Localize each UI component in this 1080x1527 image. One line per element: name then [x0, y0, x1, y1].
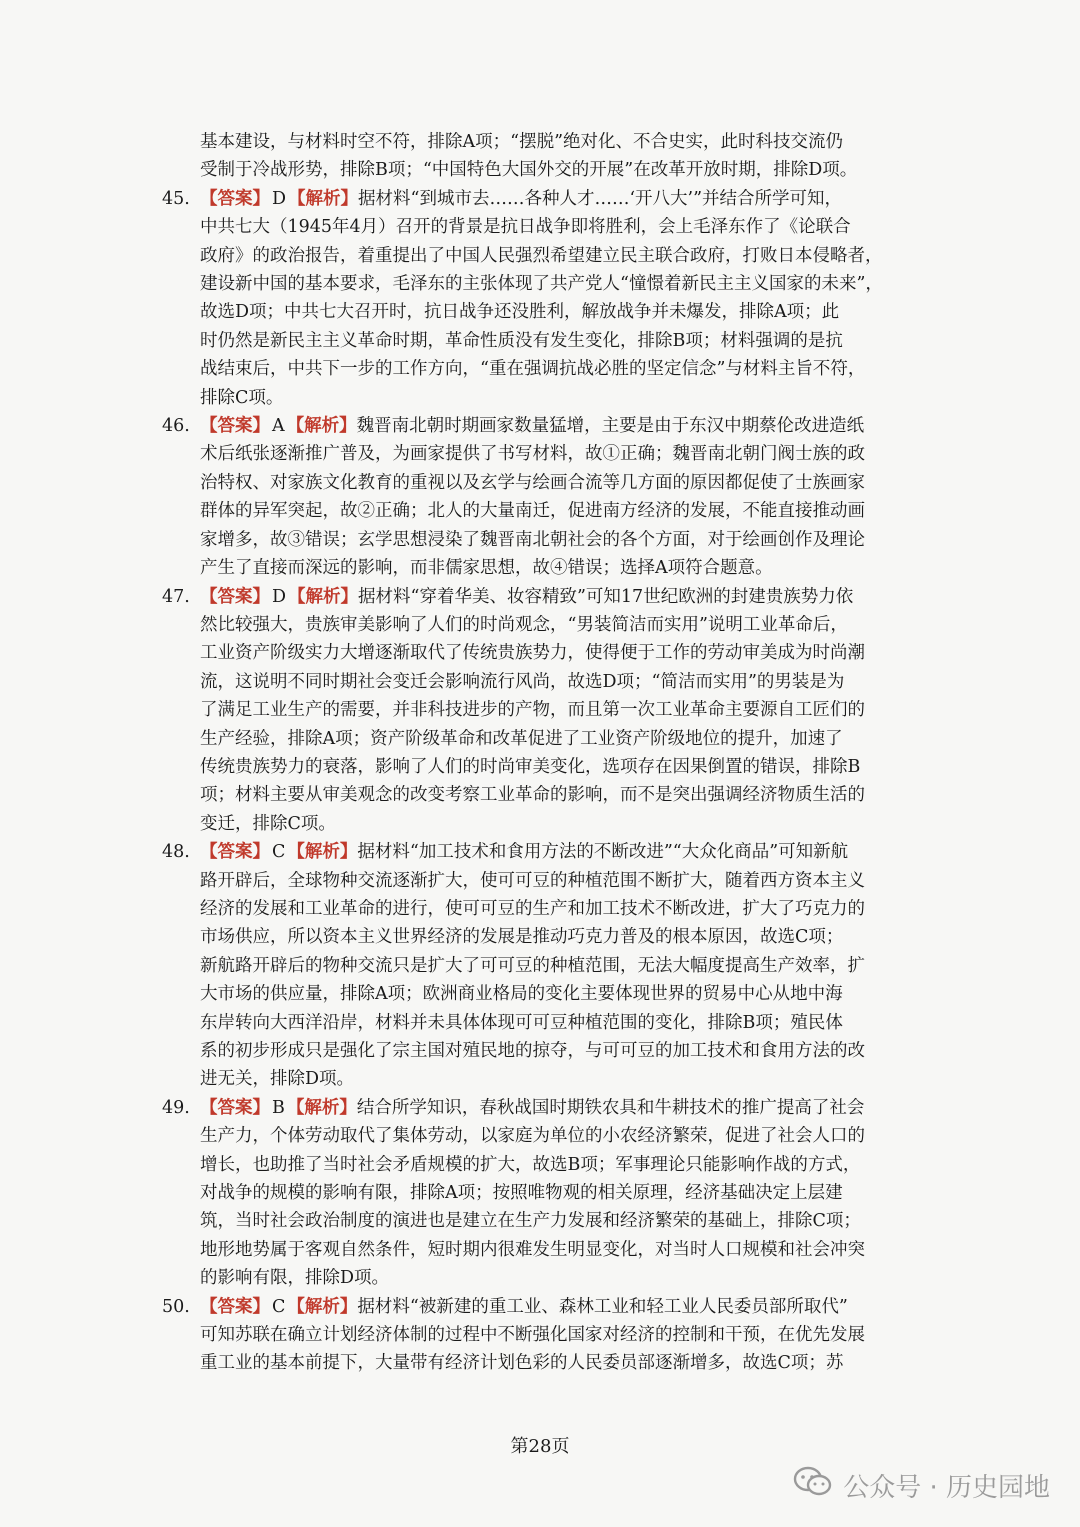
analysis-tag: 【解析】	[286, 1097, 357, 1118]
answer-item	[162, 1094, 922, 1293]
text-line: 地形地势属于客观自然条件，短时期内很难发生明显变化，对当时人口规模和社会冲突	[200, 1239, 865, 1260]
text-line: 战结束后，中共下一步的工作方向，“重在强调抗战必胜的坚定信念”与材料主旨不符，	[200, 359, 866, 380]
text-line: 变迁，排除C项。	[200, 813, 336, 834]
text-line: 基本建设，与材料时空不符，排除A项；“摆脱”绝对化、不合史实，此时科技交流仍	[200, 132, 844, 152]
answer-item	[162, 412, 922, 582]
analysis-text: 据材料“穿着华美、妆容精致”可知17世纪欧洲的封建贵族势力依	[358, 586, 854, 607]
answer-item	[162, 583, 922, 839]
answer-tag: 【答案】	[200, 1296, 270, 1317]
answer-tag: 【答案】	[200, 1097, 270, 1118]
analysis-text: 据材料“加工技术和食用方法的不断改进”“大众化商品”可知新航	[357, 842, 849, 863]
analysis-text: 据材料“被新建的重工业、森林工业和轻工业人民委员部所取代”	[357, 1296, 848, 1317]
answer-tag: 【答案】	[200, 188, 270, 209]
answer-explanations	[162, 128, 922, 1378]
text-line: 进无关，排除D项。	[200, 1069, 355, 1090]
analysis-tag: 【解析】	[287, 1296, 358, 1317]
page-number: 第28页	[510, 1436, 570, 1457]
analysis-tag: 【解析】	[288, 188, 359, 209]
text-line: 产生了直接而深远的影响，而非儒家思想，故④错误；选择A项符合题意。	[200, 558, 773, 579]
text-line: 政府》的政治报告，着重提出了中国人民强烈希望建立民主联合政府，打败日本侵略者，	[200, 245, 883, 266]
text-line: 系的初步形成只是强化了宗主国对殖民地的掠夺，与可可豆的加工技术和食用方法的改	[200, 1041, 865, 1061]
analysis-tag: 【解析】	[287, 842, 358, 863]
answer-item	[162, 1293, 922, 1378]
question-number: 47.	[162, 586, 190, 607]
text-line: 大市场的供应量，排除A项；欧洲商业格局的变化主要体现世界的贸易中心从地中海	[200, 984, 843, 1005]
text-line: 重工业的基本前提下，大量带有经济计划色彩的人民委员部逐渐增多，故选C项；苏	[200, 1353, 844, 1374]
text-line: 东岸转向大西洋沿岸，材料并未具体体现可可豆种植范围的变化，排除B项；殖民体	[200, 1012, 843, 1033]
text-line: 项；材料主要从审美观念的改变考察工业革命的影响，而不是突出强调经济物质生活的	[200, 785, 865, 806]
question-number: 45.	[162, 188, 190, 209]
text-line: 增长，也助推了当时社会矛盾规模的扩大，故选B项；军事理论只能影响作战的方式，	[200, 1154, 861, 1175]
analysis-tag: 【解析】	[286, 416, 357, 437]
text-line: 筑，当时社会政治制度的演进也是建立在生产力发展和经济繁荣的基础上，排除C项；	[200, 1211, 861, 1232]
answer-letter: C	[272, 842, 286, 863]
answer-item	[162, 185, 922, 412]
text-line: 生产经验，排除A项；资产阶级革命和改革促进了工业资产阶级地位的提升，加速了	[200, 728, 843, 749]
answer-tag: 【答案】	[200, 842, 270, 863]
text-line	[200, 412, 922, 440]
watermark	[793, 1463, 1050, 1507]
answer-tag: 【答案】	[200, 586, 270, 607]
analysis-text: 魏晋南北朝时期画家数量猛增，主要是由于东汉中期蔡伦改进造纸	[356, 416, 865, 437]
text-line: 经济的发展和工业革命的进行，使可可豆的生产和加工技术不断改进，扩大了巧克力的	[200, 898, 865, 919]
intro-block	[162, 128, 922, 185]
analysis-text: 结合所学知识，春秋战国时期铁农具和牛耕技术的推广提高了社会	[356, 1097, 865, 1118]
text-line: 排除C项。	[200, 387, 284, 408]
text-line: 中共七大（1945年4月）召开的背景是抗日战争即将胜利，会上毛泽东作了《论联合	[200, 217, 851, 238]
question-number: 49.	[162, 1097, 190, 1118]
text-line: 故选D项；中共七大召开时，抗日战争还没胜利，解放战争并未爆发，排除A项；此	[200, 302, 840, 323]
text-line: 新航路开辟后的物种交流只是扩大了可可豆的种植范围，无法大幅度提高生产效率，扩	[200, 955, 865, 976]
question-number: 48.	[162, 842, 190, 863]
analysis-text: 据材料“到城市去……各种人才……‘开八大’”并结合所学可知，	[358, 188, 843, 209]
text-line: 治特权、对家族文化教育的重视以及玄学与绘画合流等几方面的原因都促使了士族画家	[200, 472, 865, 493]
text-line: 生产力，个体劳动取代了集体劳动，以家庭为单位的小农经济繁荣，促进了社会人口的	[200, 1126, 865, 1147]
text-line: 工业资产阶级实力大增逐渐取代了传统贵族势力，使得便于工作的劳动审美成为时尚潮	[200, 643, 865, 664]
text-line: 群体的异军突起，故②正确；北人的大量南迁，促进南方经济的发展，不能直接推动画	[200, 501, 865, 522]
text-line	[200, 838, 922, 866]
answer-letter: C	[272, 1296, 286, 1317]
text-line: 传统贵族势力的衰落，影响了人们的时尚审美变化，选项存在因果倒置的错误，排除B	[200, 756, 861, 777]
text-line: 建设新中国的基本要求，毛泽东的主张体现了共产党人“憧憬着新民主主义国家的未来”，	[200, 274, 883, 295]
text-line: 对战争的规模的影响有限，排除A项；按照唯物观的相关原理，经济基础决定上层建	[200, 1183, 843, 1204]
text-line	[200, 1094, 922, 1122]
text-line: 市场供应，所以资本主义世界经济的发展是推动巧克力普及的根本原因，故选C项；	[200, 927, 844, 948]
text-line: 路开辟后，全球物种交流逐渐扩大，使可可豆的种植范围不断扩大，随着西方资本主义	[200, 870, 865, 891]
answer-letter: D	[272, 586, 287, 607]
text-line: 然比较强大，贵族审美影响了人们的时尚观念，“男装简洁而实用”说明工业革命后，	[200, 614, 848, 635]
answer-letter: A	[272, 416, 285, 437]
question-number: 46.	[162, 416, 190, 437]
text-line	[200, 185, 922, 213]
answer-item	[162, 838, 922, 1094]
answer-letter: D	[272, 188, 287, 209]
text-line	[200, 583, 922, 611]
text-line: 时仍然是新民主主义革命时期，革命性质没有发生变化，排除B项；材料强调的是抗	[200, 330, 843, 351]
answer-letter: B	[272, 1097, 285, 1118]
text-line: 了满足工业生产的需要，并非科技进步的产物，而且第一次工业革命主要源自工匠们的	[200, 700, 865, 721]
question-number: 50.	[162, 1296, 190, 1317]
text-line: 的影响有限，排除D项。	[200, 1268, 390, 1289]
text-line: 可知苏联在确立计划经济体制的过程中不断强化国家对经济的控制和干预，在优先发展	[200, 1325, 865, 1346]
text-line: 受制于冷战形势，排除B项；“中国特色大国外交的开展”在改革开放时期，排除D项。	[200, 160, 858, 181]
watermark-text: 公众号 · 历史园地	[843, 1472, 1050, 1503]
answer-tag: 【答案】	[200, 416, 270, 437]
text-line: 家增多，故③错误；玄学思想浸染了魏晋南北朝社会的各个方面，对于绘画创作及理论	[200, 529, 865, 550]
analysis-tag: 【解析】	[288, 586, 359, 607]
wechat-icon	[793, 1465, 833, 1506]
text-line: 流，这说明不同时期社会变迁会影响流行风尚，故选D项；“简洁而实用”的男装是为	[200, 671, 845, 692]
text-line: 术后纸张逐渐推广普及，为画家提供了书写材料，故①正确；魏晋南北朝门阀士族的政	[200, 444, 865, 465]
text-line	[200, 1293, 922, 1321]
